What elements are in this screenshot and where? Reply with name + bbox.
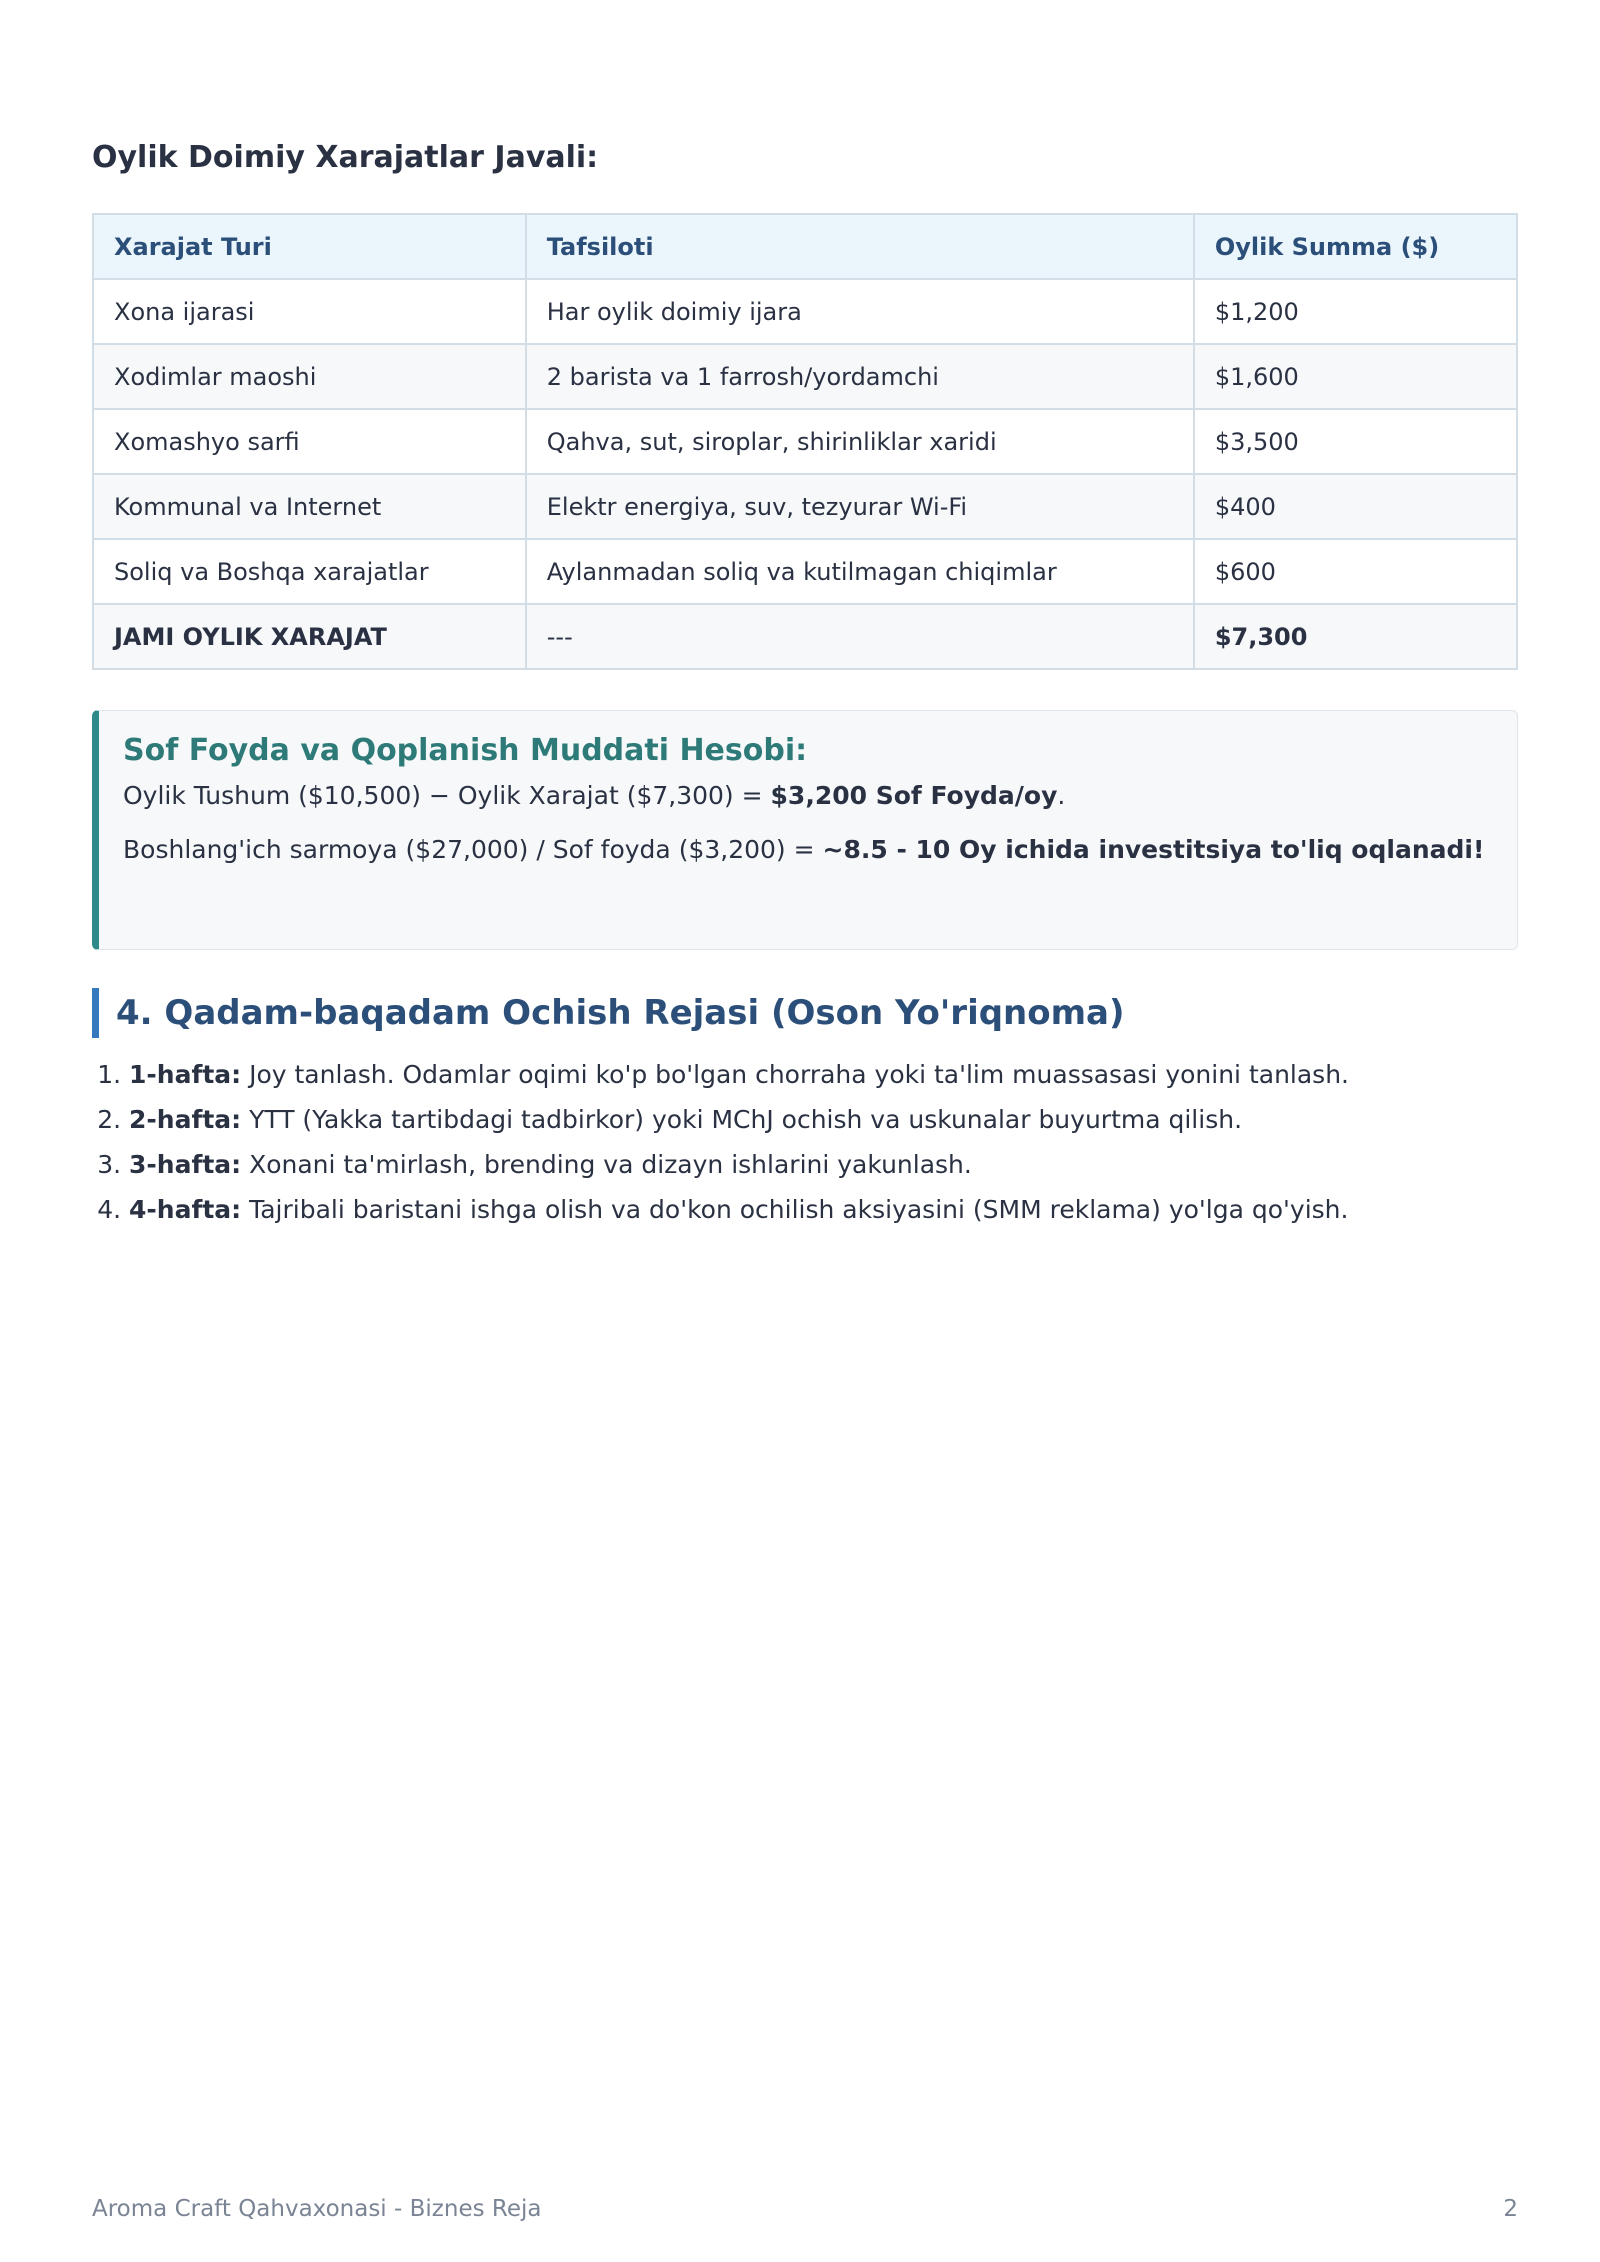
table-row [93,539,1517,604]
total-label-cell: JAMI OYLIK XARAJAT [93,604,526,669]
cost-type-cell: Xodimlar maoshi [93,344,526,409]
step-text: Xonani ta'mirlash, brending va dizayn ishlarini yakunlash. [241,1150,972,1179]
opening-steps-list [92,1052,1518,1232]
table-row [93,344,1517,409]
amount-cell: $1,200 [1194,279,1517,344]
table-row [93,409,1517,474]
footer-document-title: Aroma Craft Qahvaxonasi - Biznes Reja [92,2196,542,2222]
total-details-cell: --- [526,604,1194,669]
list-item [129,1052,1518,1097]
step-text: Joy tanlash. Odamlar oqimi ko'p bo'lgan chorraha yoki ta'lim muassasasi yonini tanlash. [241,1060,1349,1089]
net-profit-formula-text: Oylik Tushum ($10,500) − Oylik Xarajat ($7,300) = [123,781,771,810]
details-cell: 2 barista va 1 farrosh/yordamchi [526,344,1194,409]
amount-cell: $600 [1194,539,1517,604]
table-row [93,279,1517,344]
step-label: 1-hafta: [129,1060,242,1089]
total-amount-cell: $7,300 [1194,604,1517,669]
table-total-row [93,604,1517,669]
cost-type-cell: Xona ijarasi [93,279,526,344]
net-profit-formula [123,776,1491,816]
details-cell: Elektr energiya, suv, tezyurar Wi-Fi [526,474,1194,539]
details-cell: Har oylik doimiy ijara [526,279,1194,344]
amount-cell: $1,600 [1194,344,1517,409]
amount-cell: $3,500 [1194,409,1517,474]
callout-title: Sof Foyda va Qoplanish Muddati Hesobi: [123,733,808,768]
table-header-row [93,214,1517,279]
step-label: 2-hafta: [129,1105,242,1134]
step-text: Tajribali baristani ishga olish va do'kon ochilish aksiyasini (SMM reklama) yo'lga qo'yish. [241,1195,1349,1224]
cost-type-cell: Soliq va Boshqa xarajatlar [93,539,526,604]
table-row [93,474,1517,539]
list-item [129,1097,1518,1142]
net-profit-result: $3,200 Sof Foyda/oy [770,781,1058,810]
details-cell: Aylanmadan soliq va kutilmagan chiqimlar [526,539,1194,604]
page-number: 2 [1503,2196,1518,2222]
list-item [129,1142,1518,1187]
step-text: YTT (Yakka tartibdagi tadbirkor) yoki MChJ ochish va uskunalar buyurtma qilish. [241,1105,1243,1134]
section-title: 4. Qadam-baqadam Ochish Rejasi (Oson Yo'riqnoma) [116,993,1125,1033]
cost-type-cell: Kommunal va Internet [93,474,526,539]
profit-payback-callout [92,710,1518,950]
page-footer [92,2196,1518,2222]
net-profit-period: . [1057,781,1066,810]
column-header-details: Tafsiloti [526,214,1194,279]
details-cell: Qahva, sut, siroplar, shirinliklar xaridi [526,409,1194,474]
table-title: Oylik Doimiy Xarajatlar Javali: [92,140,599,175]
list-item [129,1187,1518,1232]
column-header-cost-type: Xarajat Turi [93,214,526,279]
cost-type-cell: Xomashyo sarfi [93,409,526,474]
step-label: 3-hafta: [129,1150,242,1179]
payback-formula [123,830,1491,870]
amount-cell: $400 [1194,474,1517,539]
payback-formula-text: Boshlang'ich sarmoya ($27,000) / Sof foyda ($3,200) = [123,835,823,864]
column-header-monthly-amount: Oylik Summa ($) [1194,214,1517,279]
payback-result: ~8.5 - 10 Oy ichida investitsiya to'liq oqlanadi! [822,835,1485,864]
section-heading [92,988,1125,1038]
monthly-costs-table [92,213,1518,670]
step-label: 4-hafta: [129,1195,242,1224]
